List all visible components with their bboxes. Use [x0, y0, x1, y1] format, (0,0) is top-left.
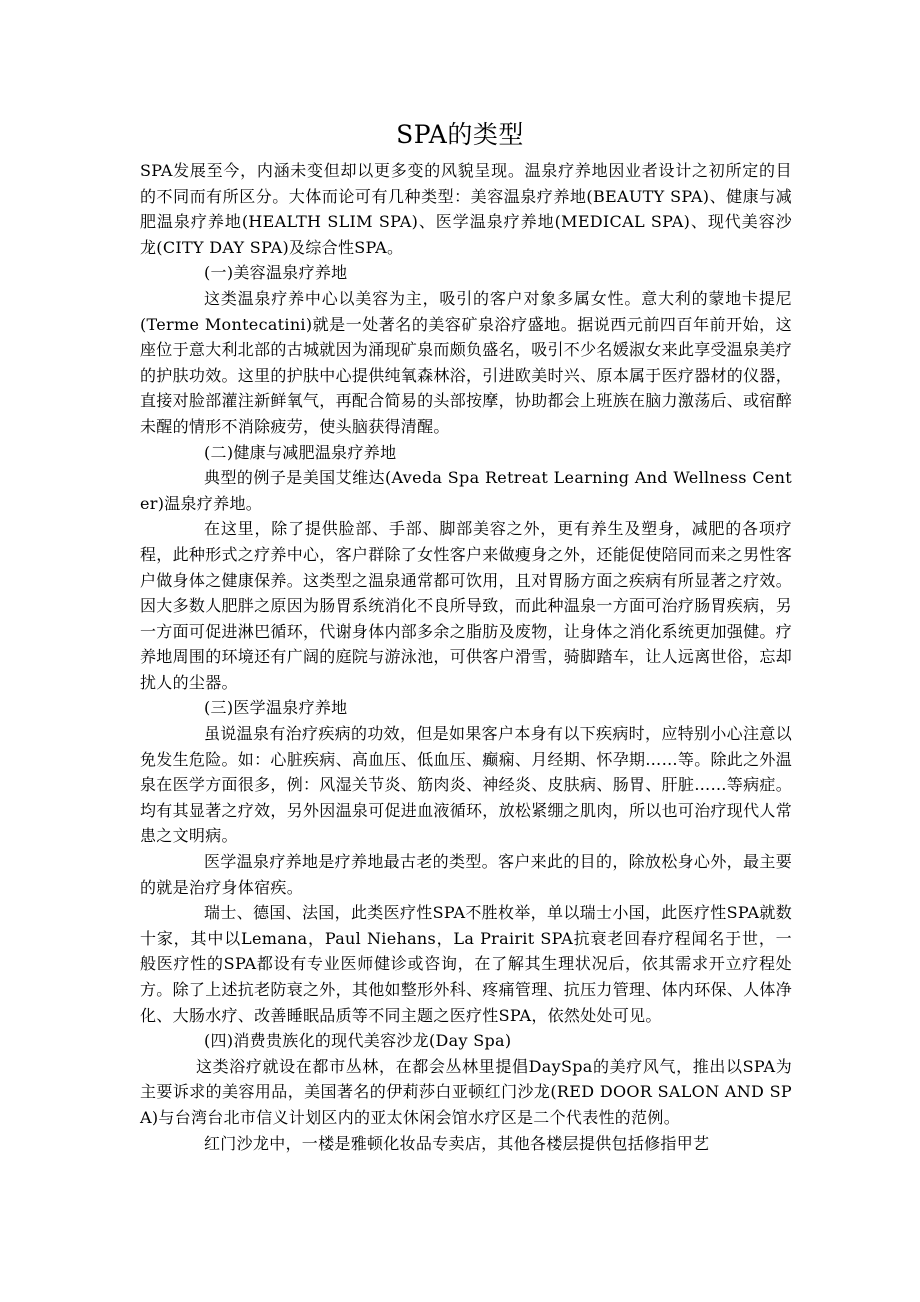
beauty-spa-paragraph: 这类温泉疗养中心以美容为主，吸引的客户对象多属女性。意大利的蒙地卡提尼(Terme Montecatini)就是一处著名的美容矿泉浴疗盛地。据说西元前四百年前开始，这座位于意大利北部的古城就因为涌现矿泉而颇负盛名，吸引不少名媛淑女来此享受温泉美疗的护肤功效。这里的护肤中心提供纯氧森林浴，引进欧美时兴、原本属于医疗器材的仪器，直接对脸部灌注新鲜氧气，再配合简易的头部按摩，协助都会上班族在脑力激荡后、或宿醉未醒的情形不消除疲劳，使头脑获得清醒。	[140, 288, 793, 436]
document-title: SPA的类型	[396, 120, 524, 149]
health-slim-detail-paragraph: 在这里，除了提供脸部、手部、脚部美容之外，更有养生及塑身，减肥的各项疗程，此种形式之疗养中心，客户群除了女性客户来做瘦身之外，还能促使陪同而来之男性客户做身体之健康保养。这类型之温泉通常都可饮用，且对胃肠方面之疾病有所显著之疗效。因大多数人肥胖之原因为肠胃系统消化不良所导致，而此种温泉一方面可治疗肠胃疾病，另一方面可促进淋巴循环，代谢身体内部多余之脂肪及废物，让身体之消化系统更加强健。疗养地周围的环境还有广阔的庭院与游泳池，可供客户滑雪，骑脚踏车，让人远离世俗，忘却扰人的尘器。	[140, 519, 793, 692]
day-spa-paragraph-2: 红门沙龙中，一楼是雅顿化妆品专卖店，其他各楼层提供包括修指甲艺	[204, 1133, 710, 1153]
day-spa-paragraph-1: 这类浴疗就设在都市丛林，在都会丛林里提倡DaySpa的美疗风气，推出以SPA为主要诉求的美容用品，美国著名的伊莉莎白亚顿红门沙龙(RED DOOR SALON AND SPA)与台湾台北市信义计划区内的亚太休闲会馆水疗区是二个代表性的范例。	[140, 1056, 792, 1127]
medical-spa-paragraph-3: 瑞士、德国、法国，此类医疗性SPA不胜枚举，单以瑞士小国，此医疗性SPA就数十家，其中以Lemana，Paul Niehans，La Prairit SPA抗衰老回春疗程闻名于世，一般医疗性的SPA都设有专业医师健诊或咨询，在了解其生理状况后，依其需求开立疗程处方。除了上述抗老防衰之外，其他如整形外科、疼痛管理、抗压力管理、体内环保、人体净化、大肠水疗、改善睡眠品质等不同主题之医疗性SPA，依然处处可见。	[140, 903, 793, 1025]
section-heading-health-slim-spa: (二)健康与减肥温泉疗养地	[204, 442, 397, 462]
section-heading-medical-spa: (三)医学温泉疗养地	[204, 698, 348, 718]
section-heading-day-spa: (四)消费贵族化的现代美容沙龙(Day Spa)	[204, 1031, 512, 1051]
medical-spa-paragraph-1: 虽说温泉有治疗疾病的功效，但是如果客户本身有以下疾病时，应特别小心注意以免发生危险。如：心脏疾病、高血压、低血压、癫痫、月经期、怀孕期……等。除此之外温泉在医学方面很多，例：风湿关节炎、筋肉炎、神经炎、皮肤病、肠胃、肝脏……等病症。均有其显著之疗效，另外因温泉可促进血液循环，放松紧绷之肌肉，所以也可治疗现代人常患之文明病。	[140, 724, 793, 846]
document-body	[140, 158, 792, 1156]
section-heading-beauty-spa: (一)美容温泉疗养地	[204, 263, 348, 283]
intro-paragraph: SPA发展至今，内涵未变但却以更多变的风貌呈现。温泉疗养地因业者设计之初所定的目的不同而有所区分。大体而论可有几种类型：美容温泉疗养地(BEAUTY SPA)、健康与减肥温泉疗养地(HEALTH SLIM SPA)、医学温泉疗养地(MEDICAL SPA)、现代美容沙龙(CITY DAY SPA)及综合性SPA。	[140, 161, 792, 257]
health-slim-example-paragraph: 典型的例子是美国艾维达(Aveda Spa Retreat Learning And Wellness Center)温泉疗养地。	[140, 468, 792, 513]
medical-spa-paragraph-2: 医学温泉疗养地是疗养地最古老的类型。客户来此的目的，除放松身心外，最主要的就是治疗身体宿疾。	[140, 852, 792, 897]
